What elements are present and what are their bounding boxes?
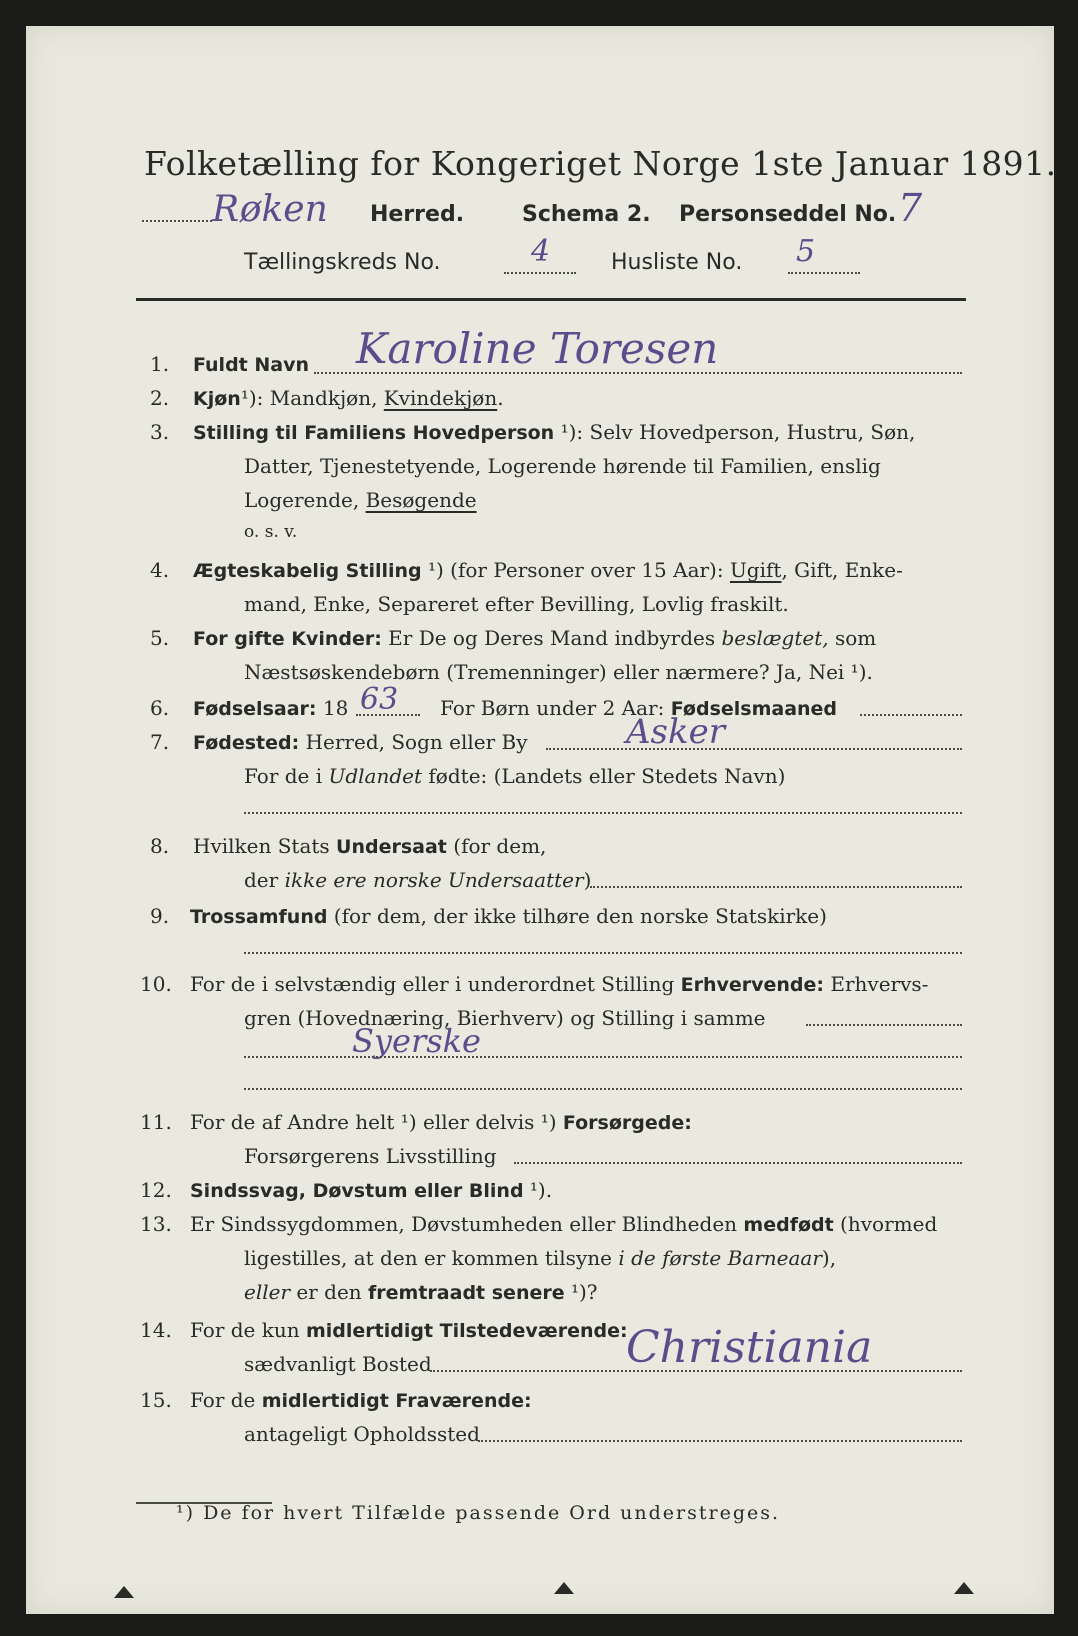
dotted-line — [806, 1024, 962, 1026]
header-divider — [136, 298, 966, 301]
dotted-line — [244, 1056, 962, 1058]
dotted-line — [478, 1440, 962, 1442]
item-text: ¹): Selv Hovedperson, Hustru, Søn, — [554, 420, 916, 444]
footnote: ¹) De for hvert Tilfælde passende Ord understreges. — [176, 1502, 781, 1524]
item-row — [190, 1318, 628, 1342]
item-number: 13. — [140, 1212, 172, 1236]
item-number: 11. — [140, 1110, 172, 1134]
item-row — [190, 1212, 937, 1236]
item-text: Hvilken Stats — [193, 834, 337, 858]
item-label: midlertidigt Fraværende: — [261, 1390, 532, 1412]
item-label: fremtraadt senere — [368, 1282, 565, 1304]
item-text: Erhvervs- — [824, 972, 929, 996]
item-label: Fødselsaar: — [193, 698, 317, 720]
dotted-line — [788, 272, 860, 274]
item-text: ), — [821, 1246, 837, 1270]
personseddel-label: Personseddel No. — [679, 202, 897, 227]
item-row — [190, 1110, 692, 1134]
item-text: 18 — [316, 696, 349, 720]
item-text: Er Sindssygdommen, Døvstumheden eller Blindheden — [190, 1212, 744, 1236]
item-number: 15. — [140, 1388, 172, 1412]
item-label: Kjøn — [193, 388, 241, 410]
item-text: ligestilles, at den er kommen tilsyne — [244, 1246, 619, 1270]
husliste-label: Husliste No. — [611, 250, 743, 275]
item-text: Logerende, — [244, 488, 366, 512]
item-text: eller — [244, 1280, 291, 1304]
item-text: der — [244, 868, 285, 892]
registration-mark-icon — [554, 1582, 574, 1594]
handwritten-husliste-no: 5 — [796, 234, 816, 269]
item-text: , Gift, Enke- — [781, 558, 903, 582]
handwritten-herred: Røken — [212, 189, 328, 230]
underlined-option: Ugift — [729, 558, 782, 582]
item-text: er den — [290, 1280, 369, 1304]
item-row — [190, 1178, 552, 1202]
item-text: mand, Enke, Separeret efter Bevilling, Lovlig fraskilt. — [244, 592, 789, 616]
handwritten-birthyear: 63 — [360, 682, 399, 717]
item-row — [244, 488, 477, 512]
item-label: Forsørgede: — [562, 1112, 692, 1134]
item-text: Næstsøskendebørn (Tremenninger) eller nærmere? Ja, Nei ¹). — [244, 660, 873, 684]
dotted-line — [356, 714, 420, 716]
item-label: Ægteskabelig Stilling — [193, 560, 422, 582]
item-text: Udlandet — [328, 764, 423, 788]
item-row — [190, 1388, 532, 1412]
item-row — [193, 834, 546, 858]
item-text: Forsørgerens Livsstilling — [244, 1144, 497, 1168]
item-text: For de kun — [190, 1318, 306, 1342]
item-label: Erhvervende: — [680, 974, 825, 996]
item-number: 7. — [150, 730, 170, 754]
handwritten-name: Karoline Toresen — [356, 324, 719, 373]
item-label: Trossamfund — [190, 906, 328, 928]
dotted-line — [244, 952, 962, 954]
item-number: 8. — [150, 834, 170, 858]
item-label: medfødt — [743, 1214, 834, 1236]
item-text: gren (Hovednæring, Bierhverv) og Stilling i samme — [244, 1006, 766, 1030]
item-text: (for dem, — [446, 834, 547, 858]
item-label: Fuldt Navn — [193, 354, 310, 376]
item-row — [244, 1280, 598, 1304]
item-text: Herred, Sogn eller By — [299, 730, 528, 754]
item-number: 4. — [150, 558, 170, 582]
item-text: o. s. v. — [244, 522, 298, 542]
item-text: (for dem, der ikke tilhøre den norske Statskirke) — [327, 904, 827, 928]
item-text: For de — [190, 1388, 262, 1412]
handwritten-occupation: Syerske — [352, 1022, 481, 1060]
herred-label: Herred. — [370, 202, 465, 227]
item-text: (hvormed — [833, 1212, 938, 1236]
item-number: 14. — [140, 1318, 172, 1342]
item-number: 2. — [150, 386, 170, 410]
item-number: 6. — [150, 696, 170, 720]
item-row — [244, 764, 785, 788]
item-text: ¹) (for Personer over 15 Aar): — [421, 558, 730, 582]
item-text: i de første Barneaar — [618, 1246, 822, 1270]
item-row — [193, 696, 348, 720]
dotted-line — [590, 886, 962, 888]
dotted-line — [504, 272, 576, 274]
item-number: 10. — [140, 972, 172, 996]
item-label: Stilling til Familiens Hovedperson — [193, 422, 555, 444]
item-row — [193, 730, 528, 754]
item-text: For de i selvstændig eller i underordnet Stilling — [190, 972, 681, 996]
registration-mark-icon — [954, 1582, 974, 1594]
item-label: Sindssvag, Døvstum eller Blind — [190, 1180, 524, 1202]
item-number: 5. — [150, 626, 170, 650]
item-text: antageligt Opholdssted — [244, 1422, 480, 1446]
item-text: som — [828, 626, 877, 650]
item-text: ¹). — [523, 1178, 553, 1202]
item-label: Fødselsmaaned — [670, 698, 838, 720]
item-text: . — [497, 386, 504, 410]
item-number: 3. — [150, 420, 170, 444]
dotted-line — [244, 812, 962, 814]
item-number: 1. — [150, 352, 170, 376]
dotted-line — [860, 714, 962, 716]
dotted-line — [546, 748, 962, 750]
schema-label: Schema 2. — [522, 202, 651, 227]
taellingskreds-label: Tællingskreds No. — [244, 250, 441, 275]
dotted-line — [244, 1088, 962, 1090]
item-row — [190, 972, 928, 996]
item-row — [244, 868, 591, 892]
dotted-line — [142, 220, 212, 222]
item-text: sædvanligt Bosted — [244, 1352, 432, 1376]
item-number: 12. — [140, 1178, 172, 1202]
item-row — [193, 386, 504, 410]
item-row — [190, 904, 827, 928]
item-row — [244, 1246, 836, 1270]
handwritten-birthplace: Asker — [626, 712, 725, 752]
census-form — [26, 26, 1057, 1614]
item-text: fødte: (Landets eller Stedets Navn) — [422, 764, 786, 788]
item-text: beslægtet, — [721, 626, 829, 650]
handwritten-personseddel-no: 7 — [898, 186, 923, 230]
item-label: For gifte Kvinder: — [193, 628, 382, 650]
item-row — [193, 626, 876, 650]
item-text: ) — [583, 868, 592, 892]
form-title: Folketælling for Kongeriget Norge 1ste Januar 1891. — [144, 144, 1057, 183]
item-text: Er De og Deres Mand indbyrdes — [381, 626, 722, 650]
registration-mark-icon — [114, 1586, 134, 1598]
underlined-option: Besøgende — [365, 488, 477, 512]
handwritten-taellingskreds-no: 4 — [531, 234, 551, 269]
item-label: midlertidigt Tilstedeværende: — [305, 1320, 628, 1342]
item-row — [193, 420, 915, 444]
dotted-line — [514, 1162, 962, 1164]
item-text: Datter, Tjenestetyende, Logerende hørende til Familien, enslig — [244, 454, 881, 478]
underlined-option: Kvindekjøn — [383, 386, 498, 410]
item-text: ¹)? — [564, 1280, 598, 1304]
item-label: Undersaat — [336, 836, 447, 858]
item-number: 9. — [150, 904, 170, 928]
handwritten-residence: Christiania — [626, 1322, 873, 1373]
item-label: Fødested: — [193, 732, 300, 754]
item-text: For de i — [244, 764, 329, 788]
item-text: ikke ere norske Undersaatter — [284, 868, 584, 892]
item-row — [193, 558, 903, 582]
item-text: ¹): Mandkjøn, — [240, 386, 384, 410]
item-text: For de af Andre helt ¹) eller delvis ¹) — [190, 1110, 563, 1134]
item-text: For Børn under 2 Aar: — [440, 696, 671, 720]
